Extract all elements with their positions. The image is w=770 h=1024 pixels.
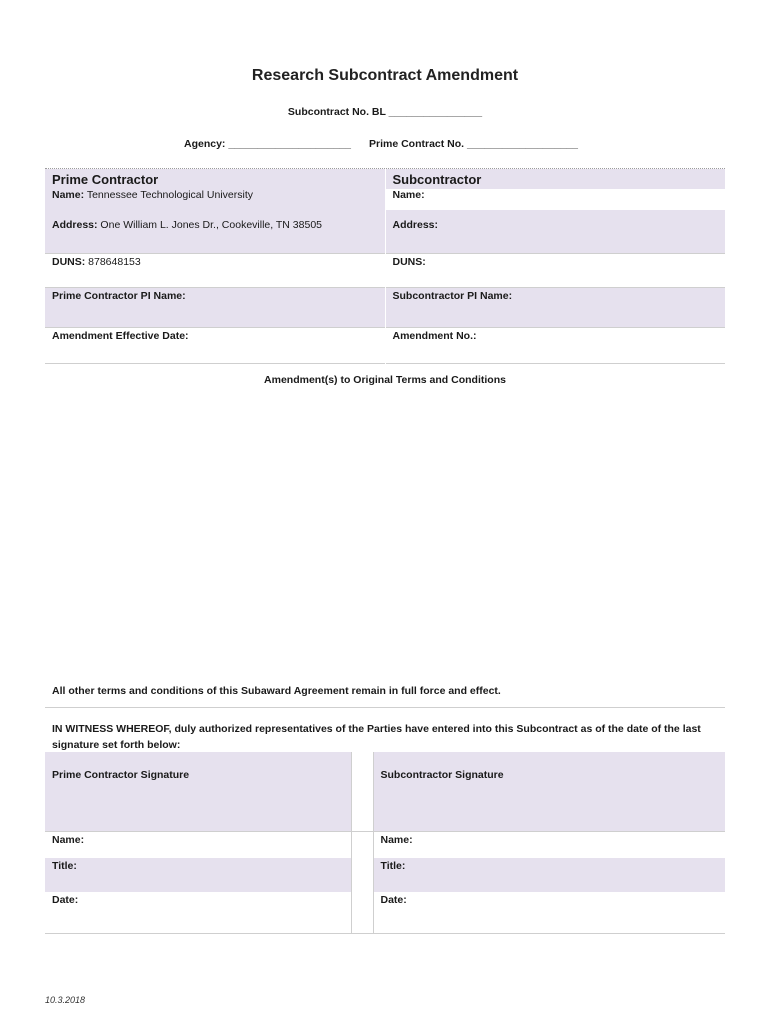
parties-header-row — [45, 169, 725, 189]
pi-row — [45, 288, 725, 328]
address-row — [45, 210, 725, 254]
duns-row — [45, 254, 725, 288]
sub-sig-date-label: Date: — [373, 892, 725, 933]
sub-sig-title-label: Title: — [380, 860, 406, 872]
remain-in-force-text: All other terms and conditions of this Subaward Agreement remain in full force and effect. — [52, 685, 501, 697]
prime-name-value: Tennessee Technological University — [84, 188, 253, 201]
document-title: Research Subcontract Amendment — [251, 67, 519, 84]
parties-table — [45, 168, 725, 364]
prime-contract-number: Prime Contract No. ___________________ — [369, 138, 578, 150]
revision-date: 10.3.2018 — [45, 995, 86, 1005]
amendment-no-label: Amendment No.: — [392, 330, 477, 342]
prime-name-cell — [45, 189, 385, 210]
sub-duns-label: DUNS: — [392, 256, 426, 268]
column-spacer — [351, 892, 373, 933]
prime-contractor-header: Prime Contractor — [52, 172, 159, 187]
sub-duns-cell — [385, 254, 725, 288]
name-row — [45, 189, 725, 210]
sub-sig-name-label: Name: — [373, 831, 725, 858]
sub-name-cell — [385, 189, 725, 210]
subcontract-number: Subcontract No. BL ________________ — [287, 106, 483, 118]
amendment-info-row — [45, 328, 725, 364]
sub-pi-cell — [385, 288, 725, 328]
amendments-heading: Amendment(s) to Original Terms and Conditions — [264, 374, 506, 386]
effective-date-label: Amendment Effective Date: — [52, 330, 189, 342]
signature-date-row — [45, 892, 725, 933]
prime-pi-cell — [45, 288, 385, 328]
prime-address-label: Address: — [52, 218, 98, 231]
signature-row — [45, 752, 725, 831]
prime-duns-label: DUNS: — [52, 256, 86, 268]
sub-address-label: Address: — [392, 218, 439, 231]
prime-name-label: Name: — [52, 188, 85, 201]
witness-text: IN WITNESS WHEREOF, duly authorized representatives of the Parties have entered into this Subcontract as of the date of the last signature set forth below: — [52, 723, 701, 751]
prime-duns-cell — [45, 254, 385, 288]
sub-name-label: Name: — [392, 188, 425, 201]
signature-name-row — [45, 831, 725, 858]
sub-signature-label: Subcontractor Signature — [380, 769, 504, 781]
prime-address-cell — [45, 210, 385, 254]
divider — [45, 707, 725, 708]
signature-table — [45, 752, 725, 934]
column-spacer — [351, 831, 373, 858]
subcontractor-header: Subcontractor — [385, 169, 725, 189]
prime-address-value: One William L. Jones Dr., Cookeville, TN 38505 — [97, 218, 322, 231]
amendment-no-cell — [385, 328, 725, 364]
signature-title-row — [45, 858, 725, 892]
prime-sig-date-label: Date: — [45, 892, 351, 933]
agency-field: Agency: _____________________ — [184, 138, 351, 150]
column-spacer — [351, 858, 373, 892]
prime-signature-label: Prime Contractor Signature — [52, 769, 190, 781]
prime-sig-name-label: Name: — [45, 831, 351, 858]
prime-sig-title-label: Title: — [52, 860, 77, 872]
sub-address-cell — [385, 210, 725, 254]
prime-pi-label: Prime Contractor PI Name: — [52, 290, 186, 302]
prime-duns-value: 878648153 — [85, 256, 141, 268]
effective-date-cell — [45, 328, 385, 364]
column-spacer — [351, 752, 373, 831]
sub-pi-label: Subcontractor PI Name: — [392, 290, 513, 302]
